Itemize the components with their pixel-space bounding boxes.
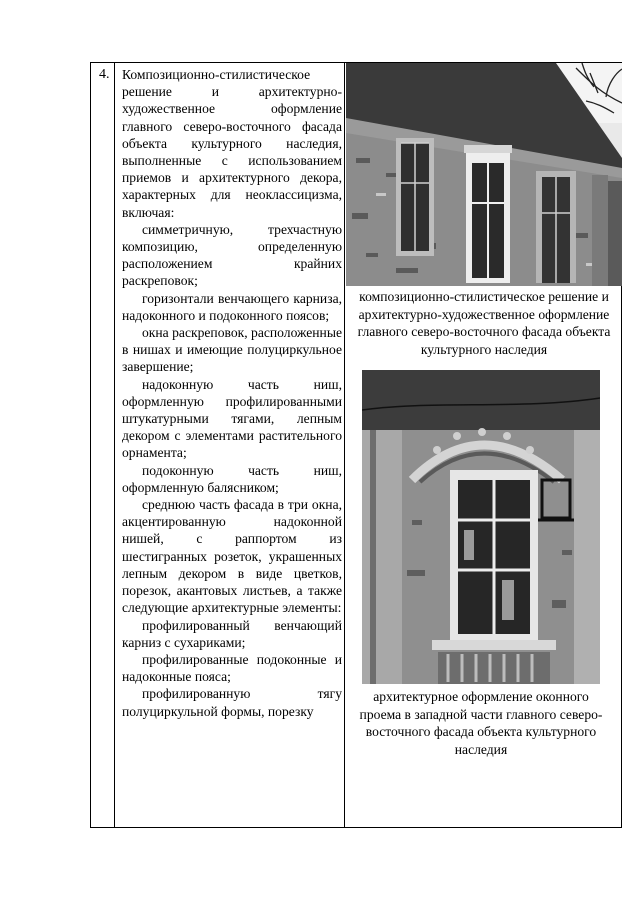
column-divider [344,63,345,827]
description-text [122,66,342,720]
description-paragraph: надоконную часть ниш, оформленную профилированными штукатурными тягами, лепным декором с элементами растительного орнамента; [122,376,342,461]
description-paragraph: симметричную, трехчастную композицию, определенную расположением крайних раскреповок; [122,221,342,289]
column-divider [114,63,115,827]
description-paragraph: Композиционно-стилистическое решение и архитектурно-художественное оформление главного северо-восточного фасада объекта культурного наследия, выполненные с использованием приемов и архитектурного декора, характерных для неоклассицизма, включая: [122,67,342,220]
description-paragraph: горизонтали венчающего карниза, надоконного и подоконного поясов; [122,290,342,323]
photo-caption: архитектурное оформление оконного проема в западной части главного северо-восточного фасада объекта культурного наследия [359,689,603,757]
facade-photo [346,63,622,286]
description-paragraph: подоконную часть ниш, оформленную балясником; [122,462,342,495]
description-paragraph: окна раскреповок, расположенные в нишах и имеющие полуциркульное завершение; [122,325,342,375]
photo-caption: композиционно-стилистическое решение и архитектурно-художественное оформление главного северо-восточного фасада объекта культурного наследия [357,289,611,357]
description-paragraph: профилированную тягу полуциркульной формы, порезку [122,686,342,719]
row-number: 4. [99,67,110,82]
description-paragraph: профилированный венчающий карниз с сухариками; [122,617,342,650]
description-paragraph: среднюю часть фасада в три окна, акцентированную надоконной нишей, с раппортом из шестигранных розеток, украшенных лепным декором в виде цветков, порезок, акантовых листьев, а также следующие архитектурные элементы: [122,497,342,616]
heritage-table-row [90,62,622,828]
description-paragraph: профилированные подоконные и надоконные пояса; [122,651,342,685]
window-photo [362,370,600,684]
